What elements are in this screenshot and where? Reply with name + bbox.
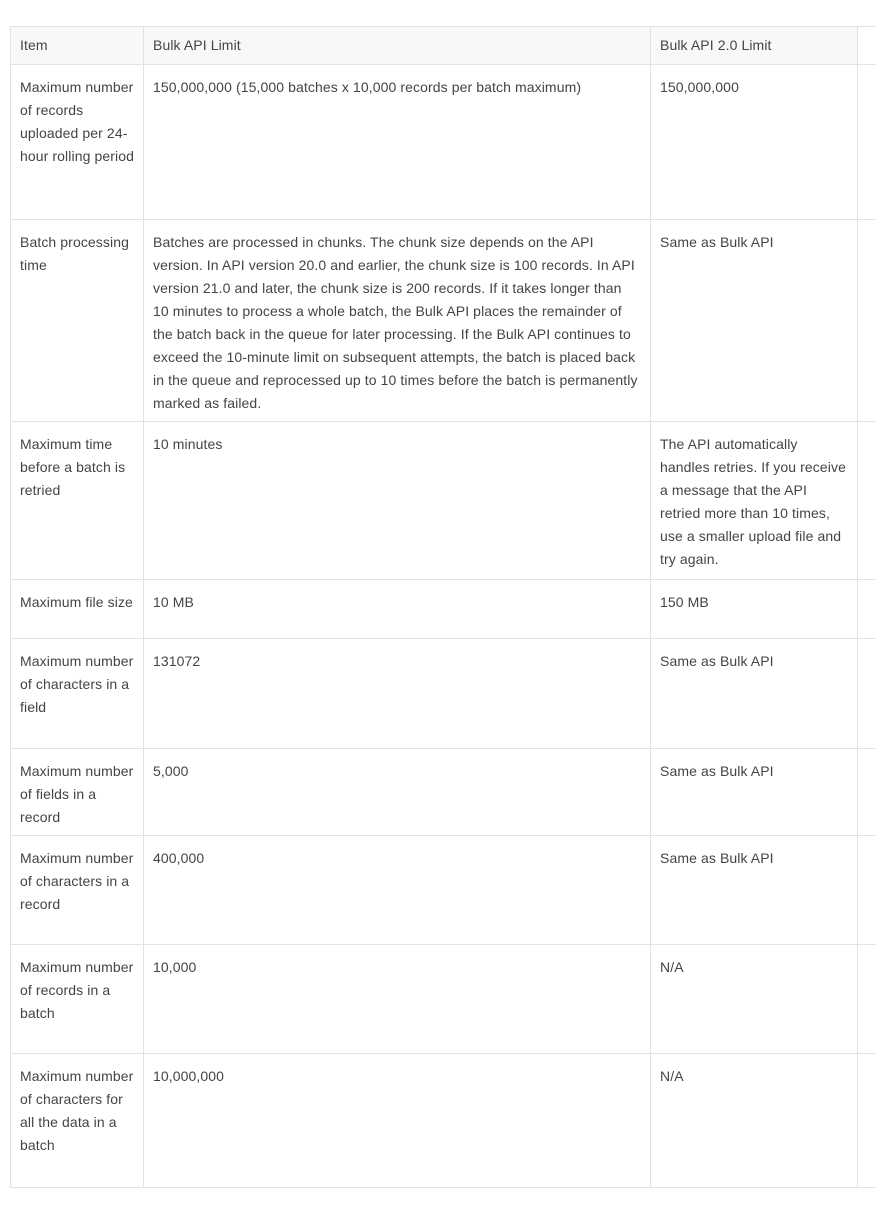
item-cell: Batch processing time bbox=[10, 220, 143, 421]
bulk-api-limit-cell: 150,000,000 (15,000 batches x 10,000 records per batch maximum) bbox=[143, 65, 650, 219]
item-cell: Maximum time before a batch is retried bbox=[10, 422, 143, 579]
column-header-item: Item bbox=[10, 27, 143, 64]
bulk-api-limit-cell: 10 minutes bbox=[143, 422, 650, 579]
bulk-api-2-limit-cell: Same as Bulk API bbox=[650, 749, 857, 835]
table-row bbox=[10, 65, 876, 220]
table-row bbox=[10, 422, 876, 580]
column-header-bulk-api-2-limit: Bulk API 2.0 Limit bbox=[650, 27, 857, 64]
bulk-api-2-limit-cell: N/A bbox=[650, 945, 857, 1053]
spacer-cell bbox=[857, 749, 876, 835]
item-cell: Maximum number of records in a batch bbox=[10, 945, 143, 1053]
bulk-api-2-limit-cell: Same as Bulk API bbox=[650, 639, 857, 748]
bulk-api-limit-cell: 10,000,000 bbox=[143, 1054, 650, 1187]
bulk-api-limit-cell: 131072 bbox=[143, 639, 650, 748]
spacer-cell bbox=[857, 639, 876, 748]
bulk-api-2-limit-cell: Same as Bulk API bbox=[650, 836, 857, 944]
item-cell: Maximum number of characters for all the data in a batch bbox=[10, 1054, 143, 1187]
bulk-api-limit-cell: 5,000 bbox=[143, 749, 650, 835]
bulk-api-2-limit-cell: N/A bbox=[650, 1054, 857, 1187]
bulk-api-limit-cell: 10,000 bbox=[143, 945, 650, 1053]
table-row bbox=[10, 580, 876, 639]
item-cell: Maximum number of characters in a field bbox=[10, 639, 143, 748]
spacer-cell bbox=[857, 580, 876, 638]
item-cell: Maximum number of records uploaded per 24-hour rolling period bbox=[10, 65, 143, 219]
table-header-row bbox=[10, 27, 876, 65]
spacer-cell bbox=[857, 836, 876, 944]
table-row bbox=[10, 639, 876, 749]
spacer-cell bbox=[857, 65, 876, 219]
bulk-api-2-limit-cell: Same as Bulk API bbox=[650, 220, 857, 421]
column-header-bulk-api-limit: Bulk API Limit bbox=[143, 27, 650, 64]
item-cell: Maximum number of characters in a record bbox=[10, 836, 143, 944]
spacer-cell bbox=[857, 422, 876, 579]
spacer-cell bbox=[857, 945, 876, 1053]
bulk-api-limit-cell: Batches are processed in chunks. The chunk size depends on the API version. In API version 20.0 and earlier, the chunk size is 100 records. In API version 21.0 and later, the chunk size is 200 records. If it takes longer than 10 minutes to process a whole batch, the Bulk API places the remainder of the batch back in the queue for later processing. If the Bulk API continues to exceed the 10-minute limit on subsequent attempts, the batch is placed back in the queue and reprocessed up to 10 times before the batch is permanently marked as failed. bbox=[143, 220, 650, 421]
table-row bbox=[10, 749, 876, 836]
table-row bbox=[10, 220, 876, 422]
limits-table bbox=[10, 26, 876, 1188]
table-row bbox=[10, 836, 876, 945]
bulk-api-2-limit-cell: 150 MB bbox=[650, 580, 857, 638]
table-body bbox=[10, 65, 876, 1188]
bulk-api-2-limit-cell: 150,000,000 bbox=[650, 65, 857, 219]
bulk-api-2-limit-cell: The API automatically handles retries. If you receive a message that the API retried more than 10 times, use a smaller upload file and try again. bbox=[650, 422, 857, 579]
bulk-api-limit-cell: 400,000 bbox=[143, 836, 650, 944]
table-row bbox=[10, 945, 876, 1054]
item-cell: Maximum number of fields in a record bbox=[10, 749, 143, 835]
spacer-cell bbox=[857, 1054, 876, 1187]
bulk-api-limit-cell: 10 MB bbox=[143, 580, 650, 638]
spacer-cell bbox=[857, 220, 876, 421]
table-row bbox=[10, 1054, 876, 1188]
header-spacer-cell bbox=[857, 27, 876, 64]
item-cell: Maximum file size bbox=[10, 580, 143, 638]
